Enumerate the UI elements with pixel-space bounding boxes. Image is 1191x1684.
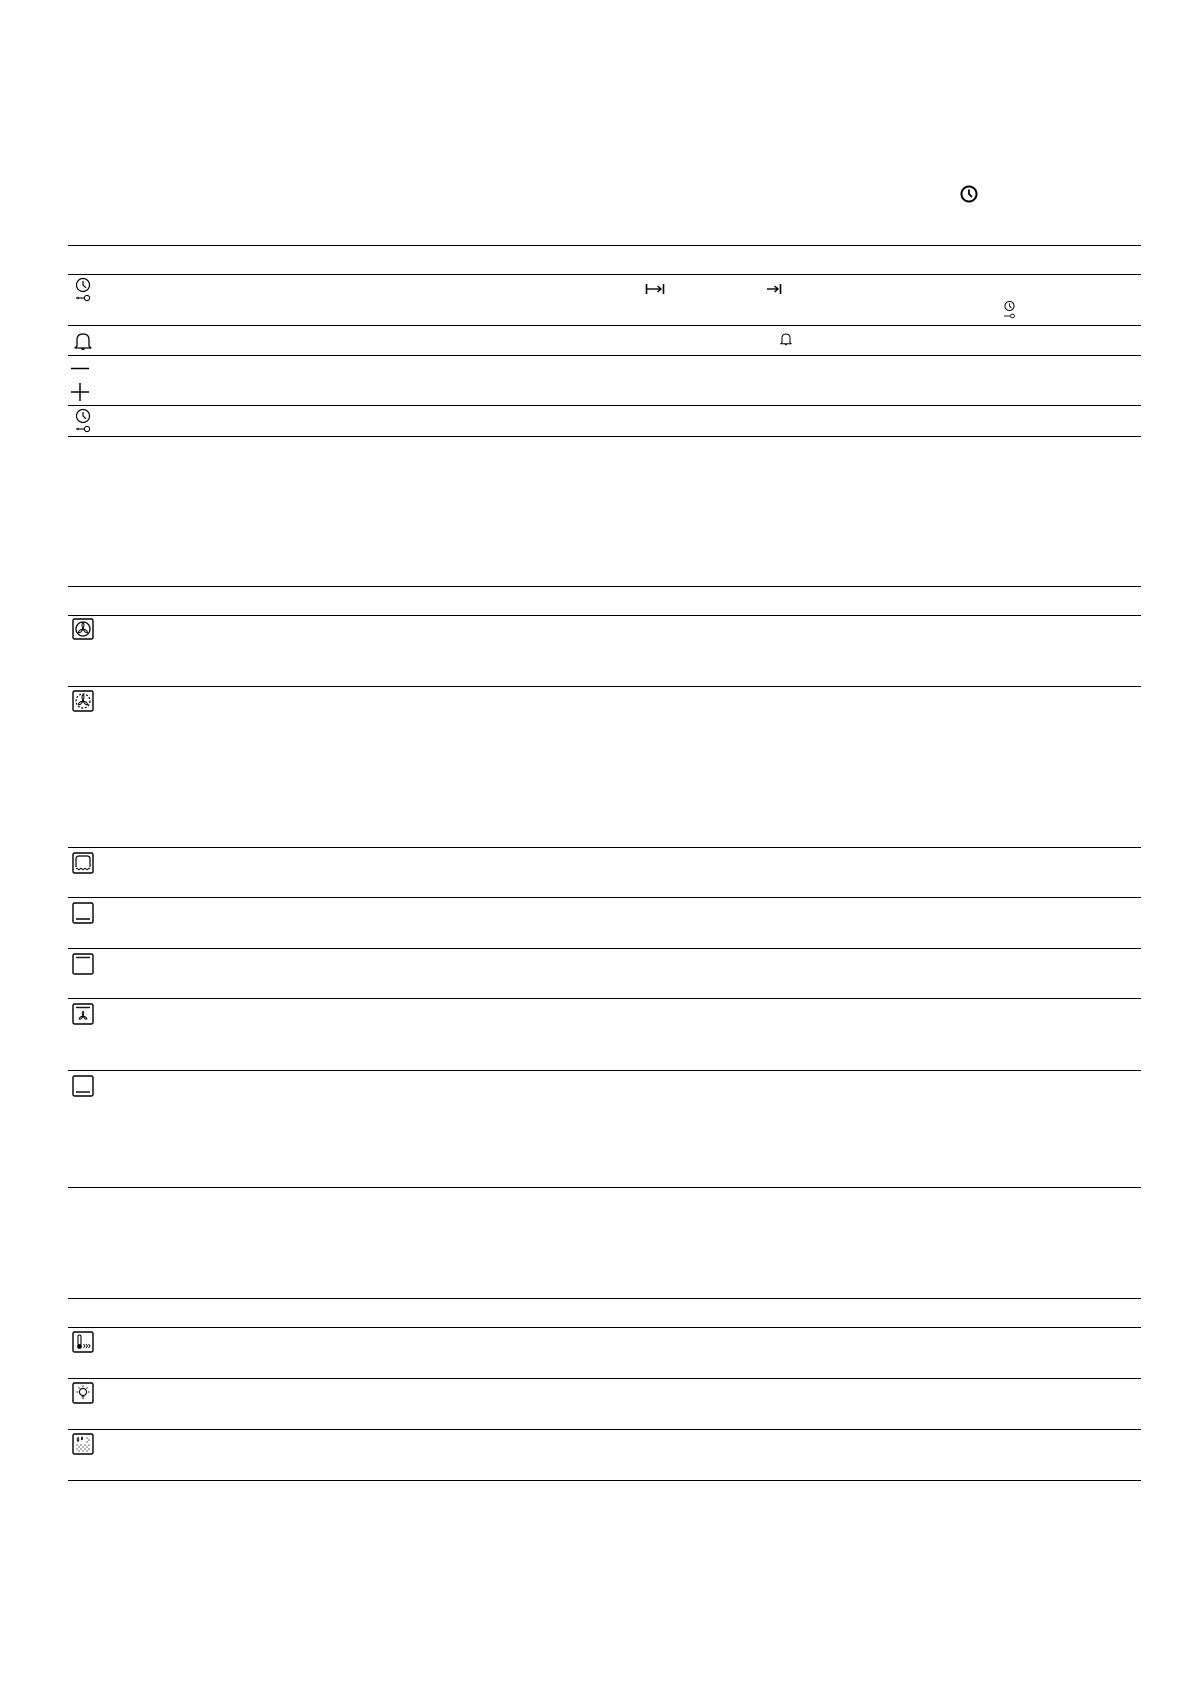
minus-icon — [70, 367, 90, 370]
row-divider — [68, 847, 1141, 848]
table-header-rule — [68, 274, 1141, 275]
cleaning-icon — [72, 1433, 94, 1455]
table-header-rule — [68, 1327, 1141, 1328]
table-header-rule — [68, 615, 1141, 616]
clock-key-icon — [74, 409, 92, 433]
row-divider — [68, 1429, 1141, 1430]
table-bottom-rule — [68, 1480, 1141, 1481]
top-heat-icon — [72, 953, 94, 975]
row-divider — [68, 405, 1141, 406]
oven-light-icon — [72, 1382, 94, 1404]
table-bottom-rule — [68, 1187, 1141, 1188]
row-divider — [68, 355, 1141, 356]
top-bottom-heat-icon — [72, 1075, 94, 1097]
row-divider — [68, 1378, 1141, 1379]
plus-icon — [70, 382, 90, 402]
row-divider — [68, 897, 1141, 898]
bell-icon — [780, 332, 792, 346]
rapid-heat-icon — [72, 1331, 94, 1353]
hot-air-fan-icon — [72, 618, 94, 640]
bottom-heat-icon — [72, 902, 94, 924]
table-top-rule — [68, 245, 1141, 246]
table-bottom-rule — [68, 436, 1141, 437]
pizza-setting-icon — [72, 852, 94, 874]
clock-key-icon — [74, 278, 92, 302]
clock-key-icon — [1003, 301, 1016, 319]
table-top-rule — [68, 586, 1141, 587]
bell-icon — [74, 331, 92, 351]
table-top-rule — [68, 1298, 1141, 1299]
duration-icon — [645, 283, 665, 295]
grill-fan-icon — [72, 1003, 94, 1025]
row-divider — [68, 1070, 1141, 1071]
end-time-icon — [767, 283, 782, 295]
row-divider — [68, 325, 1141, 326]
hot-air-eco-icon — [72, 690, 94, 712]
header-clock-icon — [960, 185, 978, 203]
row-divider — [68, 686, 1141, 687]
row-divider — [68, 998, 1141, 999]
row-divider — [68, 948, 1141, 949]
